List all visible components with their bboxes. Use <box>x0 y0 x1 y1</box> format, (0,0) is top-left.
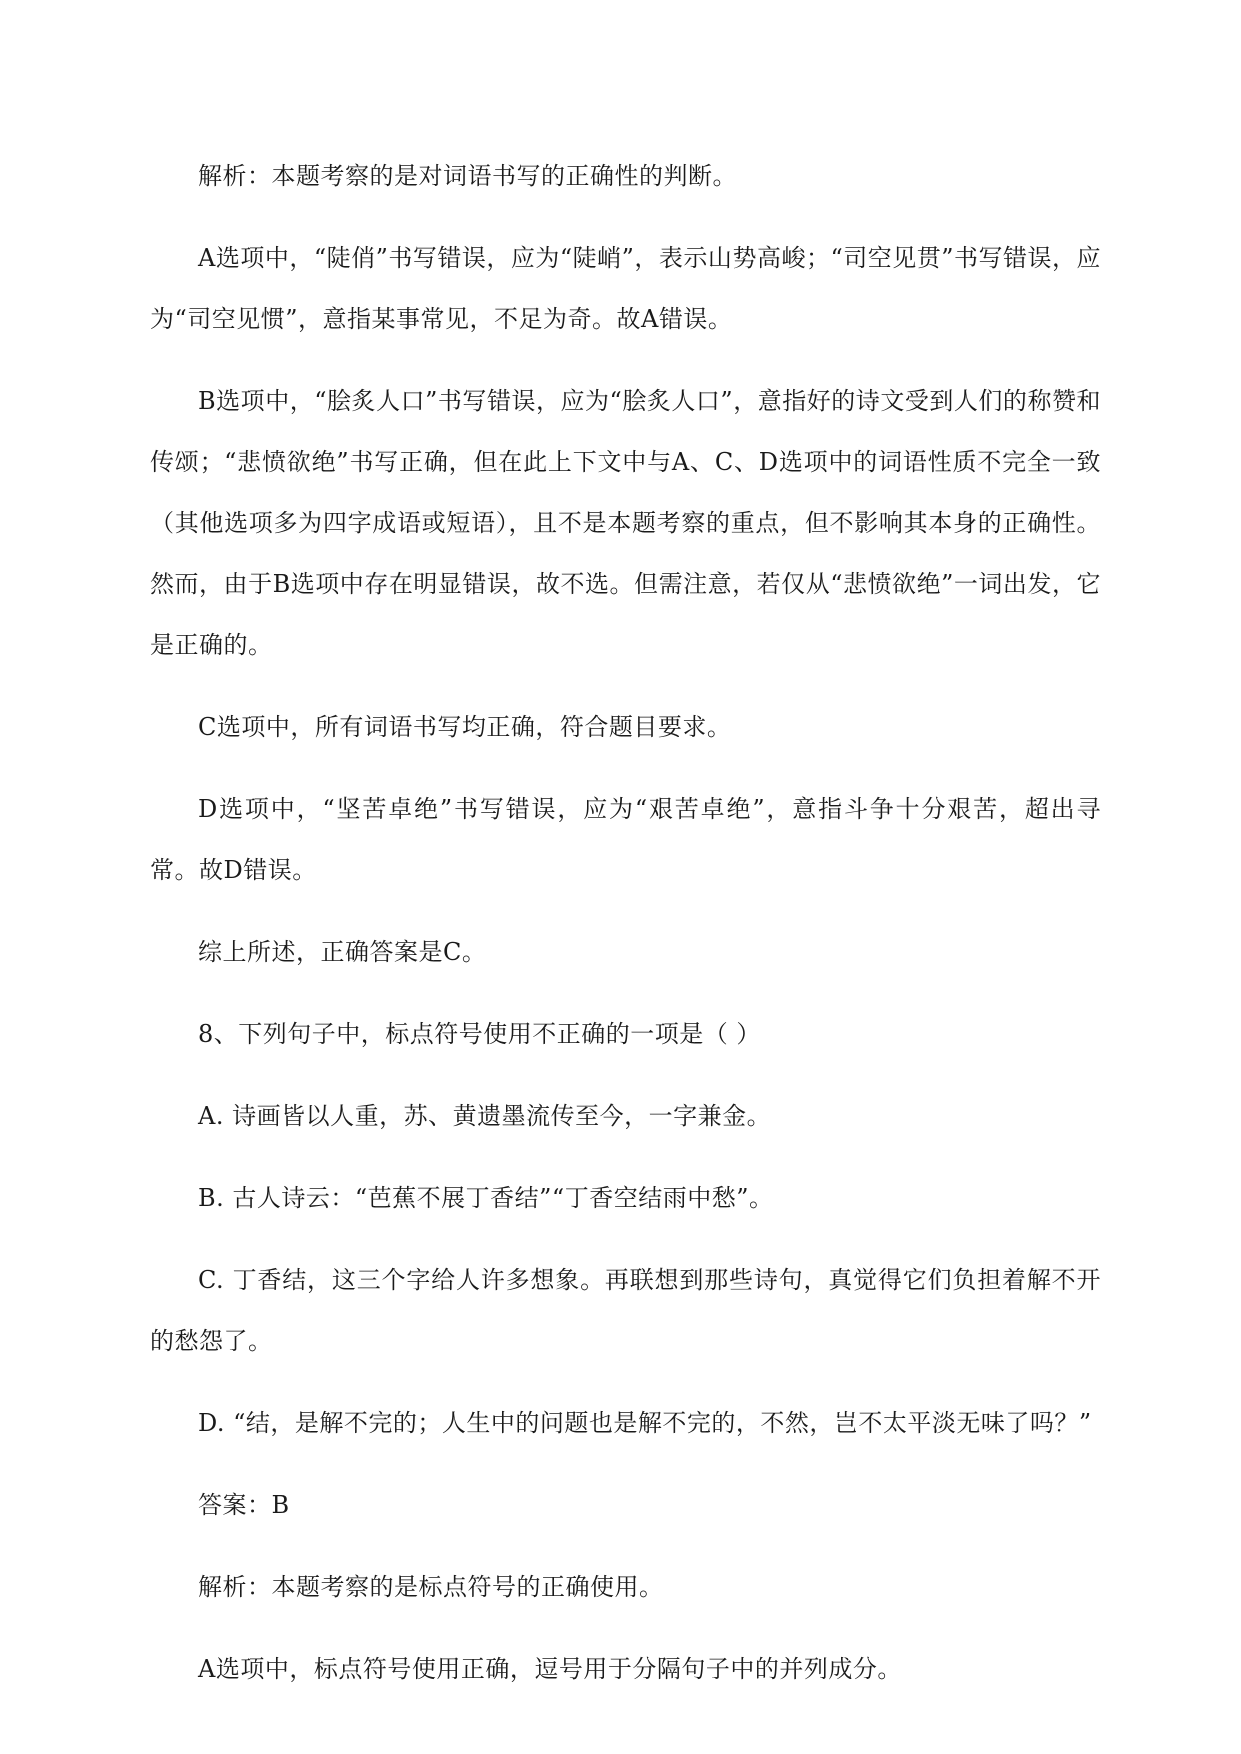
question-8-option-a-analysis: A选项中，标点符号使用正确，逗号用于分隔句子中的并列成分。 <box>198 1655 902 1683</box>
question-8-option-c: C. 丁香结，这三个字给人许多想象。再联想到那些诗句，真觉得它们负担着解不开的愁怨了。 <box>150 1266 1101 1355</box>
question-8-answer: 答案：B <box>198 1491 290 1519</box>
question-8-analysis-intro: 解析：本题考察的是标点符号的正确使用。 <box>198 1573 664 1601</box>
question-8-option-d: D. “结，是解不完的；人生中的问题也是解不完的，不然，岂不太平淡无味了吗？” <box>198 1409 1092 1437</box>
option-a-analysis: A选项中，“陡俏”书写错误，应为“陡峭”，表示山势高峻；“司空见贯”书写错误，应为“司空见惯”，意指某事常见，不足为奇。故A错误。 <box>150 244 1101 333</box>
question-8-option-b: B. 古人诗云：“芭蕉不展丁香结”“丁香空结雨中愁”。 <box>198 1184 774 1212</box>
option-c-analysis: C选项中，所有词语书写均正确，符合题目要求。 <box>198 713 732 741</box>
option-d-analysis: D选项中，“坚苦卓绝”书写错误，应为“艰苦卓绝”，意指斗争十分艰苦，超出寻常。故D错误。 <box>150 795 1101 884</box>
analysis-intro: 解析：本题考察的是对词语书写的正确性的判断。 <box>198 162 737 190</box>
question-8-stem: 8、下列句子中，标点符号使用不正确的一项是（ ） <box>198 1020 761 1048</box>
option-b-analysis: B选项中，“脍炙人口”书写错误，应为“脍炙人口”，意指好的诗文受到人们的称赞和传颂；“悲愤欲绝”书写正确，但在此上下文中与A、C、D选项中的词语性质不完全一致（其他选项多为四字成语或短语），且不是本题考察的重点，但不影响其本身的正确性。然而，由于B选项中存在明显错误，故不选。但需注意，若仅从“悲愤欲绝”一词出发，它是正确的。 <box>150 387 1101 659</box>
document-body <box>150 146 1101 1721</box>
question-8-option-a: A. 诗画皆以人重，苏、黄遗墨流传至今，一字兼金。 <box>198 1102 772 1130</box>
analysis-conclusion: 综上所述，正确答案是C。 <box>198 938 487 966</box>
